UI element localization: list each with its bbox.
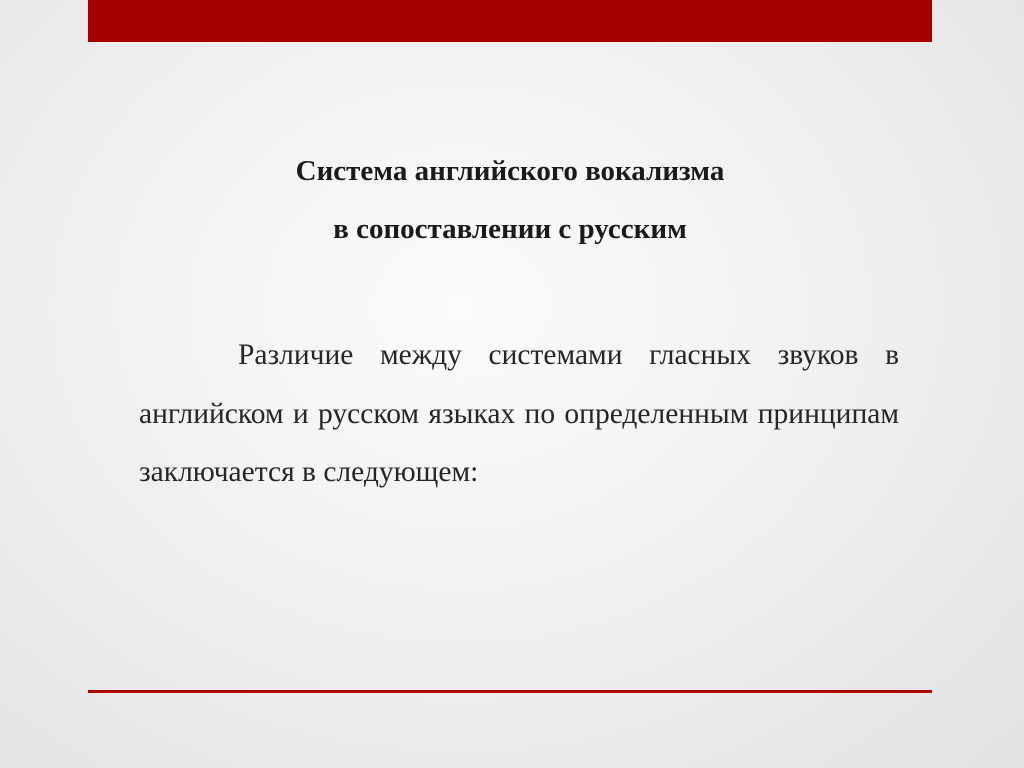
top-accent-bar	[88, 0, 932, 42]
title-line-1: Система английского вокализма	[295, 155, 725, 187]
body-paragraph: Различие между системами гласных звуков в английском и русском языках по определенным принципам заключается в следующем:	[139, 339, 899, 488]
bottom-divider-line	[88, 690, 932, 693]
title-line-2: в сопоставлении с русским	[333, 213, 687, 245]
slide-title	[88, 142, 932, 258]
